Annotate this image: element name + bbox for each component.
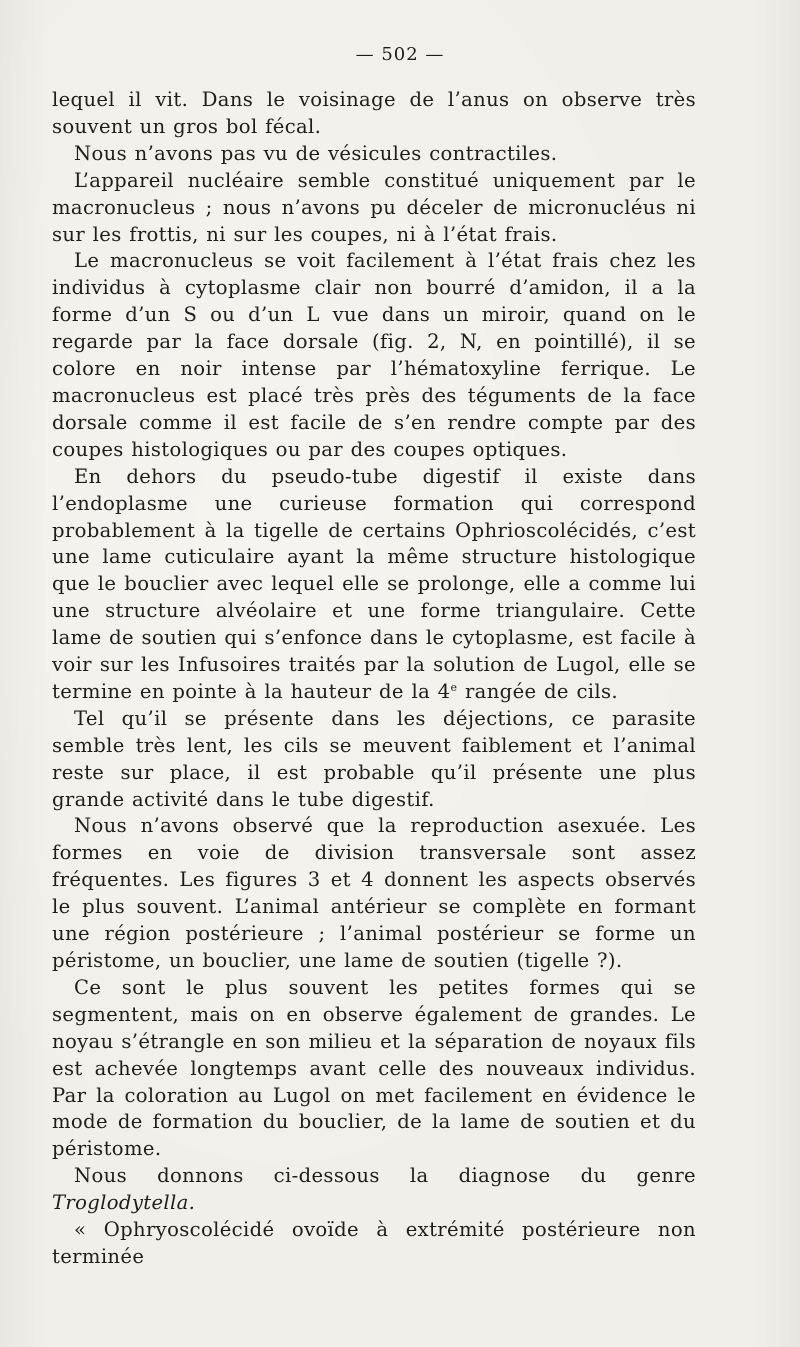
paragraph-7: Nous n’avons observé que la reproduction asexuée. Les formes en voie de division transversale sont assez fréquentes. Les figures 3 et 4 donnent les aspects observés le plus souvent. L’animal antérieur se complète en formant une région postérieure ; l’animal postérieur se forme un péristome, un bouclier, une lame de soutien (tigelle ?). bbox=[52, 814, 696, 972]
paragraph-3: L’appareil nucléaire semble constitué uniquement par le macronucleus ; nous n’avons pu déceler de micronucléus ni sur les frottis, ni sur les coupes, ni à l’état frais. bbox=[52, 168, 696, 246]
paragraph-9-text: Nous donnons ci-dessous la diagnose du genre bbox=[74, 1164, 696, 1188]
superscript-e: e bbox=[450, 680, 458, 694]
paragraph-8: Ce sont le plus souvent les petites formes qui se segmentent, mais on en observe également de grandes. Le noyau s’étrangle en son milieu et la séparation de noyaux fils est achevée longtemps avant celle des nouveaux individus. Par la coloration au Lugol on met facilement en évidence le mode de formation du bouclier, de la lame de soutien et du péristome. bbox=[52, 975, 696, 1161]
paragraph-10: « Ophryoscolécidé ovoïde à extrémité postérieure non terminée bbox=[52, 1218, 696, 1268]
genus-name: Troglodytella. bbox=[52, 1191, 196, 1215]
paragraph-4: Le macronucleus se voit facilement à l’état frais chez les individus à cytoplasme clair non bourré d’amidon, il a la forme d’un S ou d’un L vue dans un miroir, quand on le regarde par la face dorsale (fig. 2, N, en pointillé), il se colore en noir intense par l’hématoxyline ferrique. Le macronucleus est placé très près des téguments de la face dorsale comme il est facile de s’en rendre compte par des coupes histologiques ou par des coupes optiques. bbox=[52, 249, 696, 461]
paragraph-5-end: rangée de cils. bbox=[457, 679, 618, 703]
body-text bbox=[52, 87, 696, 1271]
paragraph-5-text: En dehors du pseudo-tube digestif il existe dans l’endoplasme une curieuse formation qui correspond probablement à la tigelle de certains Ophrioscolécidés, c’est une lame cuticulaire ayant la même structure histologique que le bouclier avec lequel elle se prolonge, elle a comme lui une structure alvéolaire et une forme triangulaire. Cette lame de soutien qui s’enfonce dans le cytoplasme, est facile à voir sur les Infusoires traités par la solution de Lugol, elle se termine en pointe à la hauteur de la 4 bbox=[52, 464, 696, 703]
paragraph-1: lequel il vit. Dans le voisinage de l’anus on observe très souvent un gros bol fécal. bbox=[52, 88, 696, 138]
page-number: — 502 — bbox=[355, 44, 445, 65]
paragraph-5 bbox=[52, 464, 696, 706]
paragraph-2: Nous n’avons pas vu de vésicules contractiles. bbox=[74, 141, 558, 165]
paragraph-9 bbox=[52, 1163, 696, 1217]
paragraph-6: Tel qu’il se présente dans les déjections, ce parasite semble très lent, les cils se meuvent faiblement et l’animal reste sur place, il est probable qu’il présente une plus grande activité dans le tube digestif. bbox=[52, 706, 696, 811]
